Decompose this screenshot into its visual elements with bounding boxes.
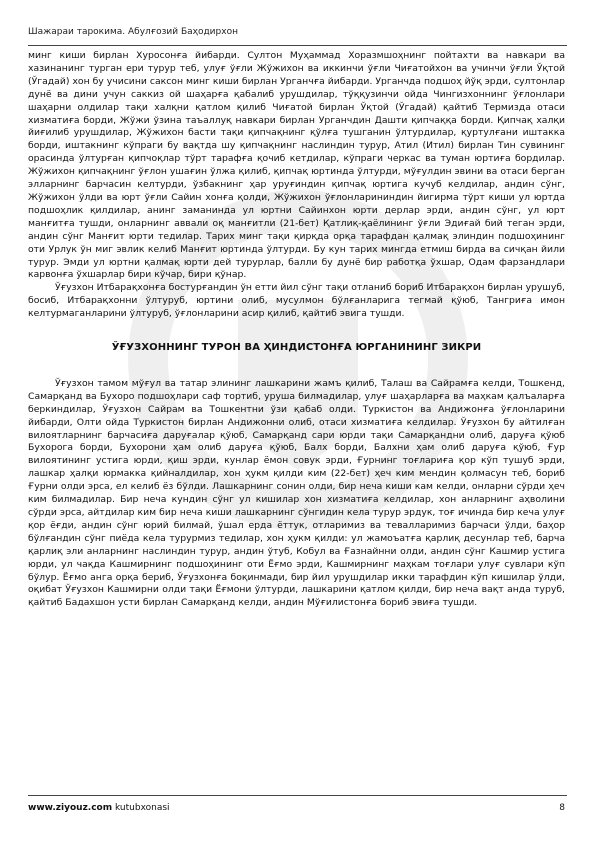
body-paragraph: минг киши бирлан Хуросонға йибарди. Султон Муҳаммад Хоразмшоҳнинг пойтахти ва навкари ва хазинанинг турган ери турур теб, улуғ ўғли Жўжихон ва иккинчи ўғли Чиғатойхон ва учинчи ўғли Ўқтой (Ўгадай) хон бу учисини саксон минг киши бирлан Урганчға йибарди. Урганчда подшоҳ йўқ эрди, султонлар дунё ва дини учун саккиз ой шаҳарға қабалиб урушдилар, тўққузинчи ойда Чингизхоннинг ўғлонлари шаҳарни олдилар тақи халқни қатлом қилиб Чиғатой бирлан Ўқтой (Ўгадай) қайтиб Термизда отаси хизматиға борди, Жўжи ўзина таъаллуқ навкари бирлан Урганчдин Дашти қипчаққа борди. Қипчақ халқи йиғилиб урушдилар, Жўжихон басти тақи қипчақнинг қўлға тушганин ўлтурдилар, қуртулғани иштакка борди, иштакнинг кўпраги бу вақтда шу қипчақнинг наслиндин турур, Атил (Итил) бирлан Тин сувининг орасинда ўлтурған қипчоқлар тўрт тарафға қочиб кетдилар, кўпраги черкас ва туман юртиға бордилар. Жўжихон қипчақнинг ўғлон ушағин ўлжа қилиб, қипчақ юртинда ўлтурди, мўғулдин эвини ва отаси берган элларнинг барчасин келтурди, ўзбакнинг ҳар уруғиндин қипчақ юртига кучуб келдилар, андин сўнг, Жўжихон ўлди ва юрт ўғли Сайин хонға қолди, Жўжихон ўғлонларининдин йигирма тўрт киши ул юртда подшоҳлик қилдилар, анинг заманинда ул юртни Сайинхон юрти дерлар эрди, андин сўнг, ул юрт манғитға тушди, онларнинг аввали оқ манғитли (21-бет) Қатлиқ-қаёлининг ўғли Эдиғай бий теган эрди, андин сўнг Манғит юрти тедилар. Тарих минг тақи қирқда орқа тарафдан қалмақ элиндин подшоҳининг оти Урлук ўн миг эвлик келиб Манғит юртинда ўлтурди. Бу кун тарих мингда етмиш бирда ва сичқан йили турур. Эмди ул юртни қалмақ юрти дей турурлар, балли бу дунё бир работқа ўхшар, Одам фарзандлари карвонға ўхшарлар бири кўчар, бири қўнар. bbox=[28, 50, 565, 281]
page-body bbox=[28, 50, 565, 610]
footer-site-suffix: kutubxonasi bbox=[112, 803, 170, 813]
section-heading: ЎҒУЗХОННИНГ ТУРОН ВА ҲИНДИСТОНҒА ЮРГАНИНИНГ ЗИКРИ bbox=[111, 342, 482, 354]
page-number: 8 bbox=[559, 803, 565, 813]
footer-divider bbox=[28, 795, 567, 796]
footer-source bbox=[28, 803, 170, 813]
running-title: Шажараи тарокима. Абулғозий Баҳодирхон bbox=[28, 27, 238, 37]
body-paragraph: Ўғузхон Итбарақхонға бостурғандин ўн етти йил сўнг тақи отланиб бориб Итбарақхон бирлан урушуб, босиб, Итбарақхонни ўлтуруб, юртини олиб, мусулмон бўлғанларига тегмай қўюб, Тангриға имон келтурмаганларини ўлтуруб, ўғлонларини асир қилиб, қайтиб эвига тушди. bbox=[28, 282, 565, 320]
body-paragraph: Ўғузхон тамом мўғул ва татар элининг лашкарини жамъ қилиб, Талаш ва Сайрамға келди, Тошкенд, Самарқанд ва Бухоро подшоҳлари саф тортиб, уруша билмадилар, улуғ шаҳарларға ва маҳкам қалъаларға беркиндилар, Ўғузхон Сайрам ва Тошкентни ўзи қабаб олди. Туркистон ва Андижонға ўғлонларини йибарди, Олти ойда Туркистон бирлан Андижонни олиб, отаси хизматиға келдилар. Ўғузхон бу айтилған вилоятларнинг барчасиға даруғалар қўюб, Самарқанд сари юрди тақи Самарқандни олиб, даруға қўюб Бухорога борди, Бухорони ҳам олиб даруға қўюб, Балх борди, Балхни ҳам олиб даруға қўюб, Ғур вилоятининг устига юрди, қиш эрди, кунлар ёмон совук эрди, Ғурнинг тоғлариға қор кўп тушуб эрди, лашкар ҳалқи юрмакка қийналдилар, хон ҳукм қилди ким (22-бет) ҳеч ким мендин қолмасун теб, бориб Ғурни олди эрса, ел келиб ёз бўлди. Лашкарнинг сонин олди, бир неча киши кам келди, онларни сўрди ҳеч ким билмадилар. Бир неча кундин сўнг ул кишилар хон хизматиға келдилар, хон анларнинг аҳволини сўрди эрса, айтдилар ким бир неча киши лашкарнинг сўнгидин кела турур эрдук, тоғ ичинда бир кеча улуғ қор ёғди, андин сўнг юрий билмай, ўшал ерда ёттук, отларимиз ва тевалларимиз барчаси ўлди, баҳор бўлғандин сўнг пиёда кела турурмиз тедилар, хон ҳукм қилди: ул жамоъатға қарлиқ десунлар теб, барча қарлиқ эли анларнинг наслиндин турур, андин ўтуб, Кобул ва Ғазнайнни олди, андин сўнг Кашмир устига юрди, ул чақда Кашмирнинг подшоҳининг оти Ёғмо эрди, Кашмирнинг маҳкам тоғлари улуғ сувлари кўп бўлур. Ёғмо анга орқа бериб, Ўғузхонға боқинмади, бир йил урушдилар икки тарафдин кўп кишилар ўлди, оқибат Ўғузхон Кашмирни олди тақи Ёғмони ўлтурди, лашкарини қатлом қилди, бир неча вақт анда туруб, қайтиб Бадахшон усти бирлан Самарқанд келди, андин Мўғилистонға бориб эвиға тушди. bbox=[28, 377, 565, 609]
footer-site-link[interactable]: www.ziyouz.com bbox=[28, 803, 113, 813]
header-divider bbox=[28, 45, 567, 46]
